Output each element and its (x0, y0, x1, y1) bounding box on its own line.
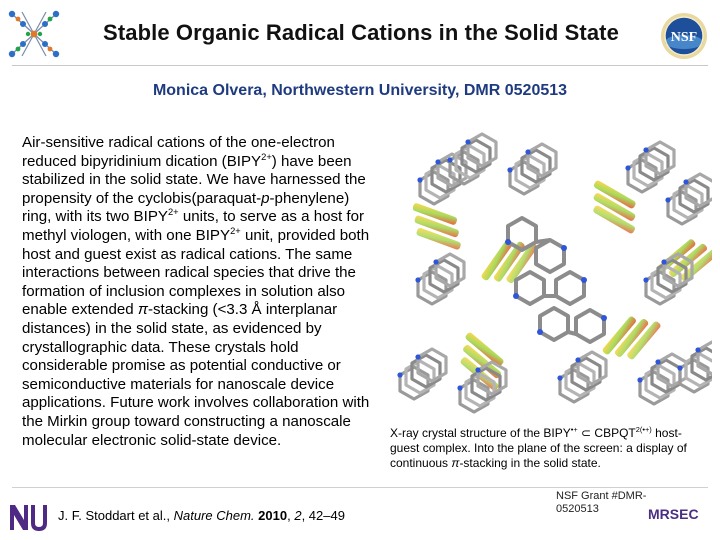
footer-divider (12, 487, 708, 488)
figure-caption: X-ray crystal structure of the BIPY•+ ⊂ $CBPQT^{2(•+)}$ host-guest complex. Into the plane of the screen: a display of continuous π-stacking in the solid state. (390, 425, 687, 470)
page-title: Stable Organic Radical Cations in the Solid State (103, 20, 619, 45)
nsf-logo-icon (660, 12, 708, 60)
grant-number: NSF Grant #DMR-0520513 (556, 490, 647, 515)
mrsec-label: MRSEC (648, 506, 699, 522)
body-paragraph: Air-sensitive radical cations of the one-electron reduced bipyridinium dication $(BIPY^{2+})$ have been stabilized in the solid state. We have harnessed the propensity of the cyclobis(paraquat-p-phenylene) ring, with its two $BIPY^{2+}$ units, to serve as a host for methyl viologen, with one $BIPY^{2+}$ unit, provided both host and guest exist as radical cations. The same interactions between radical species that drive the formation of inclusion complexes in solution also enable extended π-stacking (<3.3 Å interplanar distances) in the solid state, as evidenced by crystallographic data. These crystals hold considerable promise as potential conductive or semiconductive materials for nanoscale device applications. Future work involves collaboration with the Mirkin group toward constructing a nanoscale molecular electronic solid-state device. (22, 134, 370, 449)
header-divider (12, 65, 708, 66)
svg-text:NSF: NSF (670, 30, 698, 45)
molecule-logo-icon (6, 8, 62, 60)
northwestern-logo-icon (8, 502, 50, 532)
author-line: Monica Olvera, Northwestern University, DMR 0520513 (152, 82, 568, 99)
crystal-structure-image (390, 130, 712, 420)
citation: J. F. Stoddart et al., Nature Chem. 2010, 2, 42–49 (58, 508, 345, 523)
